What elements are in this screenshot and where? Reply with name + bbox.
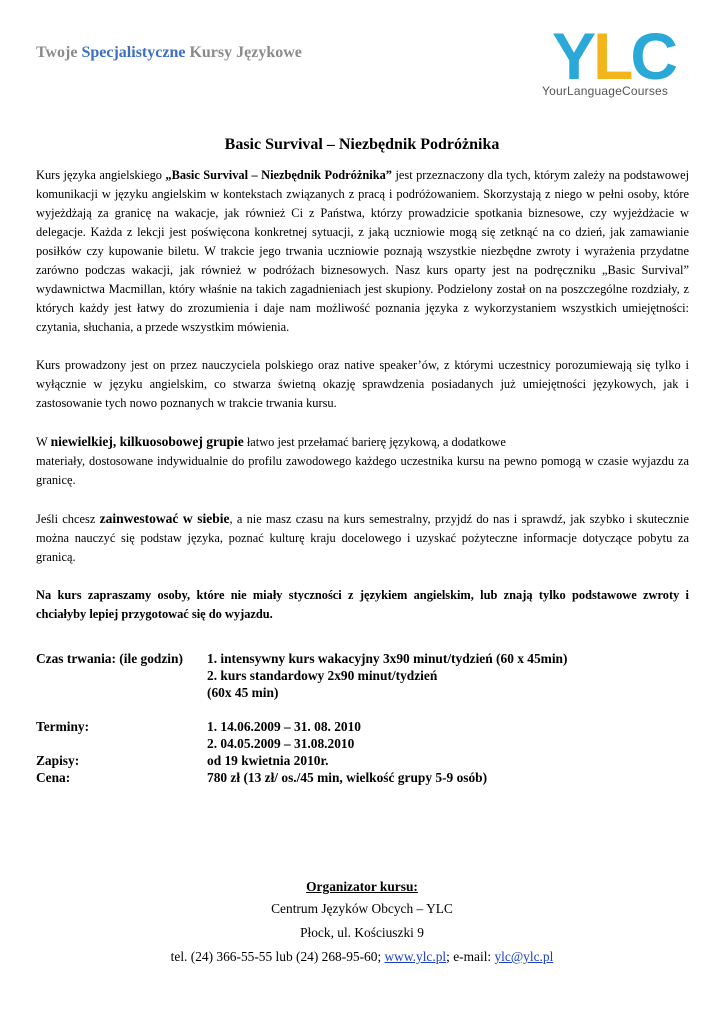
group-post-line1: łatwo jest przełamać barierę językową, a dodatkowe [243, 435, 506, 449]
tagline [36, 44, 302, 62]
ylc-logo [540, 19, 690, 100]
page-header [0, 0, 724, 110]
paragraph-invest [36, 509, 689, 567]
paragraph-intro [36, 166, 689, 337]
price-label: Cena: [36, 770, 71, 785]
term-2: 2. 04.05.2009 – 31.08.2010 [207, 736, 355, 751]
tagline-part1: Twoje [36, 44, 82, 61]
paragraph-group [36, 432, 689, 490]
organizer-footer [0, 878, 724, 968]
contact-email-label: ; e-mail: [446, 949, 495, 964]
invest-post: , a nie masz czasu na kurs semestralny, przyjdź do nas i sprawdź, jak szybko i skutecznie można nauczyć się podstaw języka, poznać kulturę kraju docelowego i uzyskać pożyteczne informacje dotyczące pobytu za granicą. [36, 512, 689, 564]
organizer-contact [0, 946, 724, 968]
logo-letter-c: C [630, 19, 676, 93]
logo-letter-l: L [593, 19, 631, 93]
duration-row [36, 650, 689, 701]
intro-pre: Kurs języka angielskiego [36, 168, 166, 182]
document-title: Basic Survival – Niezbędnik Podróżnika [224, 136, 500, 153]
website-link[interactable]: www.ylc.pl [384, 949, 447, 964]
duration-option-2: 2. kurs standardowy 2x90 minut/tydzień [207, 668, 438, 683]
duration-option-1: 1. intensywny kurs wakacyjny 3x90 minut/tydzień (60 x 45min) [207, 651, 568, 666]
price-row [36, 769, 689, 786]
intro-post: jest przeznaczony dla tych, którym zależy na podstawowej komunikacji w języku angielskim w kontekstach związanych z pracą i podróżowaniem. Skorzystają z niego w pełni osoby, które wyjeżdżają za granicę na wakacje, jak również Ci z Państwa, którzy prowadzicie spotkania biznesowe, czy wyjeżdżacie w delegacje. Każda z lekcji jest poświęcona konkretnej sytuacji, z jaką uczniowie mogą się zetknąć na co dzień, jak zamawianie posiłków czy kupowanie biletu. W trakcie jego trwania uczniowie poznają wszystkie niezbędne zwroty i wyrażenia przydatne zarówno podczas wakacji, jak również w podróżach biznesowych. Nasz kurs oparty jest na podręczniku „Basic Survival” wydawnictwa Macmillan, który właśnie na takich zagadnieniach jest skupiony. Podzielony został on na poszczególne rozdziały, z których każdy jest łatwy do zrozumienia i daje nam możliwość poznania języka z wykorzystaniem wszystkich umiejętności: czytania, słuchania, a przede wszystkim mówienia. [36, 168, 690, 334]
contact-phone: tel. (24) 366-55-55 lub (24) 268-95-60; [170, 949, 385, 964]
paragraph-teachers: Kurs prowadzony jest on przez nauczyciela polskiego oraz native speaker’ów, z którymi uczestnicy porozumiewają się tylko i wyłącznie w języku angielskim, co stwarza świetną okazję sprawdzenia posiadanych już umiejętności językowych, jak i zastosowanie tych nowo poznanych w trakcie trwania kursu. [36, 358, 689, 410]
duration-label: Czas trwania: (ile godzin) [36, 651, 183, 666]
signup-value: od 19 kwietnia 2010r. [207, 753, 329, 768]
signup-label: Zapisy: [36, 753, 80, 768]
tagline-highlight: Specjalistyczne [81, 44, 186, 61]
document-body [36, 166, 689, 624]
intro-course-name: „Basic Survival – Niezbędnik Podróżnika” [165, 168, 392, 182]
organizer-name: Centrum Języków Obcych – YLC [271, 901, 453, 916]
invest-bold: zainwestować w siebie [99, 511, 230, 526]
organizer-label: Organizator kursu: [306, 879, 418, 894]
logo-letter-y: Y [552, 19, 594, 93]
group-post-rest: materiały, dostosowane indywidualnie do profilu zawodowego każdego uczestnika kursu na pewno pomogą w czasie wyjazdu za granicę. [36, 454, 689, 487]
group-pre: W [36, 435, 51, 449]
organizer-address: Płock, ul. Kościuszki 9 [300, 925, 424, 940]
signup-row [36, 752, 689, 769]
terms-label: Terminy: [36, 719, 90, 734]
email-link[interactable]: ylc@ylc.pl [494, 949, 554, 964]
duration-option-2-detail: (60x 45 min) [207, 685, 279, 700]
terms-row [36, 718, 689, 752]
paragraph-audience: Na kurs zapraszamy osoby, które nie miały styczności z językiem angielskim, lub znają tylko podstawowe zwroty i chciałyby lepiej przygotować się do wyjazdu. [36, 588, 689, 621]
term-1: 1. 14.06.2009 – 31. 08. 2010 [207, 719, 361, 734]
tagline-part2: Kursy Językowe [185, 44, 302, 61]
price-value: 780 zł (13 zł/ os./45 min, wielkość grupy 5-9 osób) [207, 770, 488, 785]
invest-pre: Jeśli chcesz [36, 512, 100, 526]
group-bold: niewielkiej, kilkuosobowej grupie [50, 434, 244, 449]
logo-subtitle: YourLanguageCourses [542, 84, 669, 98]
course-info [36, 650, 689, 786]
